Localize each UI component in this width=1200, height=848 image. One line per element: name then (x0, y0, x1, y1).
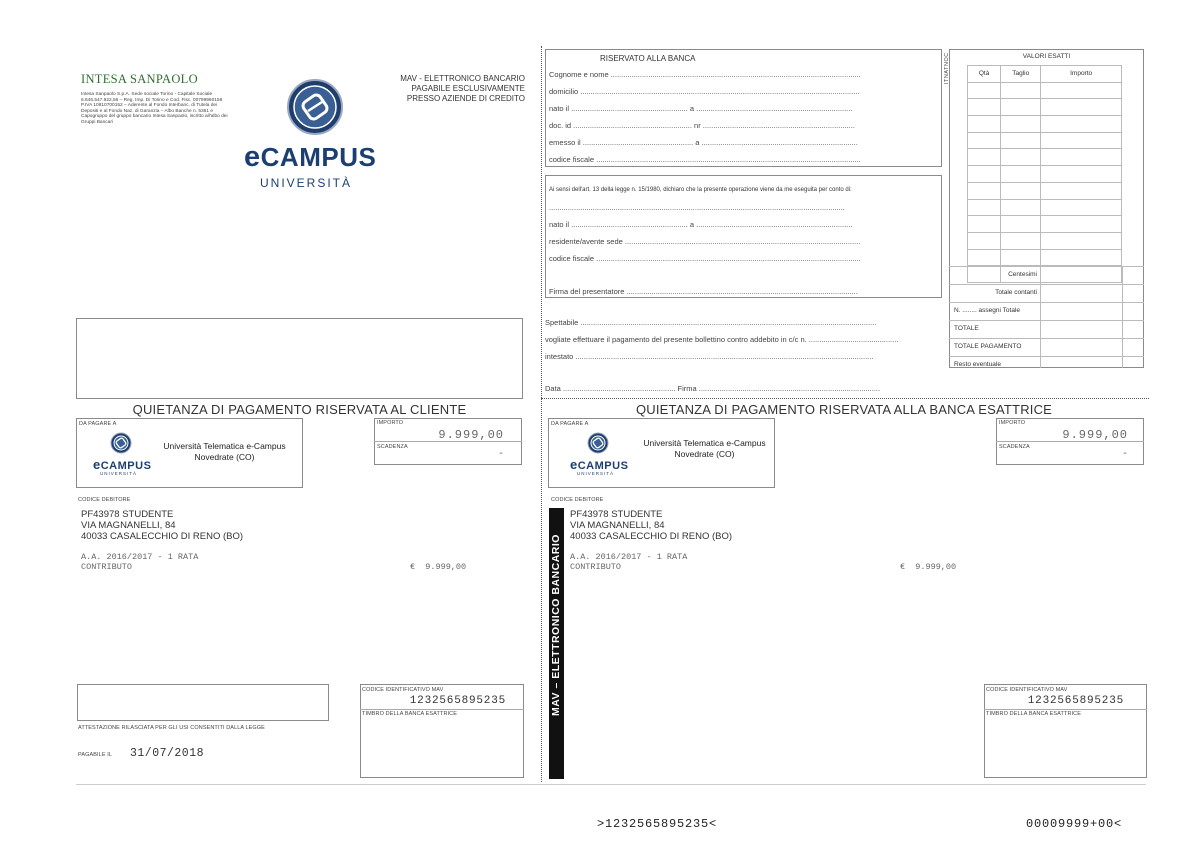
client-causale-amount: € 9.999,00 (410, 562, 467, 572)
bank-debtor-line2: VIA MAGNANELLI, 84 (570, 520, 665, 531)
field-firma-presentatore[interactable]: Firma del presentatore ............................................................................................................... (549, 287, 858, 296)
ocr-line-right: 00009999+00< (1026, 817, 1123, 831)
client-importo-label: IMPORTO (377, 420, 404, 426)
grid-row (968, 166, 1122, 183)
bank-payee-name (632, 438, 777, 460)
header-importo: Importo (1041, 66, 1122, 83)
field-domicilio[interactable]: domicilio ...................................................................................................................................... (549, 87, 860, 96)
field-spettabile[interactable]: Spettabile .............................................................................................................................................. (545, 318, 877, 327)
bank-causale (570, 552, 687, 572)
client-payee-line2: Novedrate (CO) (194, 452, 255, 462)
label-assegni: N. ........ assegni Totale (954, 307, 1020, 314)
bank-payee-line1: Università Telematica e-Campus (643, 438, 766, 448)
bank-debtor-line1: PF43978 STUDENTE (570, 509, 663, 520)
client-pagabile-label: PAGABILE IL (78, 752, 113, 758)
bank-debtor-line3: 40033 CASALECCHIO DI RENO (BO) (570, 531, 733, 542)
client-payee-line1: Università Telematica e-Campus (163, 441, 286, 451)
bank-codice-mav-value: 1232565895235 (1027, 695, 1124, 707)
bank-debtor (570, 509, 732, 542)
ecampus-e-icon: e (570, 457, 578, 472)
mav-header (380, 74, 525, 104)
bank-causale-amount: € 9.999,00 (900, 562, 957, 572)
valori-grid (967, 65, 1122, 283)
decl-field-nato-il[interactable]: nato il ........................................................ a ........................................................................... (549, 220, 853, 229)
footer-rule (76, 784, 1146, 785)
bank-payee-logo-sub: UNIVERSITÀ (577, 471, 615, 476)
bank-scadenza-value: - (1121, 449, 1128, 460)
client-importo-value: 9.999,00 (438, 428, 504, 442)
field-cognome-nome[interactable]: Cognome e nome ........................................................................................................................ (549, 70, 861, 79)
separator-horizontal (541, 398, 1149, 399)
field-vogliate[interactable]: vogliate effettuare il pagamento del presente bollettino contro addebito in c/c n. ........................................... (545, 335, 899, 344)
bank-legal-text: Intesa Sanpaolo S.p.A. Sede sociale Torino - Capitale Sociale 6.646.547.922,56 – Reg. Imp. Di Torino e Cod. Fisc. 00799960158 P.IVA 10810700152 – Aderente al Fondo Interbanc. di Tutela dei Depositi e al Fondo Naz. di Garanzia – Albo Banche n. 5361 e Capogruppo del gruppo bancario Intesa Sanpaolo, iscritto all'albo dei Gruppi Bancari (81, 92, 228, 125)
label-totale-contanti: Totale contanti (995, 289, 1037, 296)
decl-field-name[interactable]: .............................................................................................................................................. (549, 203, 845, 212)
field-doc-id[interactable]: doc. id ......................................................... nr ......................................................................... (549, 121, 855, 130)
mav-header-line1: MAV - ELETTRONICO BANCARIO (400, 74, 525, 83)
mav-header-line2: PAGABILE ESCLUSIVAMENTE (411, 84, 525, 93)
bank-causale-line1: A.A. 2016/2017 - 1 RATA (570, 552, 688, 562)
client-codice-mav-value: 1232565895235 (409, 695, 506, 707)
bank-codice-debitore-label: CODICE DEBITORE (551, 497, 604, 503)
bank-logo-text: INTESA SANPAOLO (81, 72, 198, 86)
bank-da-pagare-label: DA PAGARE A (551, 421, 589, 427)
client-causale-line2: CONTRIBUTO (81, 562, 133, 572)
header-taglio: Taglio (1001, 66, 1041, 83)
grid-row (968, 182, 1122, 199)
grid-row (968, 232, 1122, 249)
reserved-bank-title: RISERVATO ALLA BANCA (600, 54, 696, 63)
grid-row (968, 116, 1122, 133)
declaration-fields (549, 203, 934, 271)
client-payee-logo-name: CAMPUS (100, 460, 152, 472)
client-causale-line1: A.A. 2016/2017 - 1 RATA (81, 552, 199, 562)
client-da-pagare-label: DA PAGARE A (79, 421, 117, 427)
grid-row (968, 132, 1122, 149)
client-attestazione-box (77, 684, 329, 721)
ecampus-emblem-icon (286, 78, 344, 136)
separator-vertical (541, 46, 542, 782)
decl-field-residente[interactable]: residente/avente sede ................................................................................................................. (549, 237, 861, 246)
client-attestazione-label: ATTESTAZIONE RILASCIATA PER GLI USI CONSENTITI DALLA LEGGE (78, 725, 265, 731)
bank-importo-label: IMPORTO (999, 420, 1026, 426)
field-nato-il[interactable]: nato il ........................................................ a ........................................................................... (549, 104, 853, 113)
client-payee-logo (90, 432, 155, 480)
client-scadenza-label: SCADENZA (377, 444, 408, 450)
client-pagabile-value: 31/07/2018 (130, 747, 205, 760)
bank-codice-mav-label: CODICE IDENTIFICATIVO MAV (986, 687, 1068, 693)
reserved-bank-fields (549, 70, 934, 172)
bank-scadenza-label: SCADENZA (999, 444, 1030, 450)
ecampus-e-icon: e (244, 141, 261, 173)
grid-row (968, 82, 1122, 99)
field-data-firma[interactable]: Data ...................................................... Firma ....................................................................................... (545, 384, 881, 393)
grid-row (968, 199, 1122, 216)
label-totale: TOTALE (954, 325, 979, 332)
grid-row (968, 249, 1122, 266)
valori-side-label: ITNATNOC (944, 52, 950, 84)
declaration-text: Ai sensi dell'art. 13 della legge n. 15/1980, dichiaro che la presente operazione viene da me eseguita per conto di: (549, 187, 852, 193)
bank-logo (81, 72, 231, 125)
ocr-line-left: >1232565895235< (597, 817, 718, 831)
label-resto: Resto eventuale (954, 361, 1001, 368)
vertical-band-text: MAV – ELETTRONICO BANCARIO (550, 534, 562, 716)
client-codice-mav-label: CODICE IDENTIFICATIVO MAV (362, 687, 444, 693)
client-codice-debitore-label: CODICE DEBITORE (78, 497, 131, 503)
bank-timbro-label: TIMBRO DELLA BANCA ESATTRICE (986, 711, 1081, 717)
client-debtor-line2: VIA MAGNANELLI, 84 (81, 520, 176, 531)
client-payee-logo-sub: UNIVERSITÀ (100, 471, 138, 476)
client-scadenza-value: - (497, 449, 504, 460)
grid-row (968, 216, 1122, 233)
bank-payee-logo (567, 432, 632, 480)
ecampus-emblem-icon (110, 432, 132, 454)
grid-row (968, 149, 1122, 166)
valori-title: VALORI ESATTI (1022, 53, 1071, 60)
ecampus-e-icon: e (93, 457, 101, 472)
ecampus-emblem-icon (587, 432, 609, 454)
field-intestato[interactable]: intestato ............................................................................................................................................... (545, 352, 874, 361)
client-debtor (81, 509, 243, 542)
client-debtor-line3: 40033 CASALECCHIO DI RENO (BO) (81, 531, 244, 542)
decl-field-codice-fiscale[interactable]: codice fiscale ............................................................................................................................... (549, 254, 861, 263)
receipt-client-title: QUIETANZA DI PAGAMENTO RISERVATA AL CLIENTE (132, 402, 467, 417)
label-centesimi: Centesimi (1008, 271, 1037, 278)
grid-row (968, 99, 1122, 116)
bank-causale-line2: CONTRIBUTO (570, 562, 622, 572)
client-timbro-label: TIMBRO DELLA BANCA ESATTRICE (362, 711, 457, 717)
field-emesso-il[interactable]: emesso il ..................................................... a ........................................................................... (549, 138, 858, 147)
client-payee-name (152, 441, 297, 463)
bank-payee-logo-name: CAMPUS (577, 460, 629, 472)
mav-header-line3: PRESSO AZIENDE DI CREDITO (406, 94, 525, 103)
receipt-bank-title: QUIETANZA DI PAGAMENTO RISERVATA ALLA BANCA ESATTRICE (635, 402, 1053, 417)
ecampus-name: CAMPUS (260, 142, 377, 172)
client-debtor-line1: PF43978 STUDENTE (81, 509, 174, 520)
blank-box-top-left (76, 318, 523, 399)
client-causale (81, 552, 198, 572)
field-codice-fiscale[interactable]: codice fiscale ............................................................................................................................... (549, 155, 861, 164)
ecampus-subtitle: UNIVERSITÀ (260, 176, 353, 190)
label-totale-pagamento: TOTALE PAGAMENTO (954, 343, 1022, 350)
bank-importo-value: 9.999,00 (1062, 428, 1128, 442)
university-logo (240, 78, 390, 193)
header-qta: Qtà (968, 66, 1001, 83)
valori-summary (949, 266, 1144, 374)
bank-payee-line2: Novedrate (CO) (674, 449, 735, 459)
